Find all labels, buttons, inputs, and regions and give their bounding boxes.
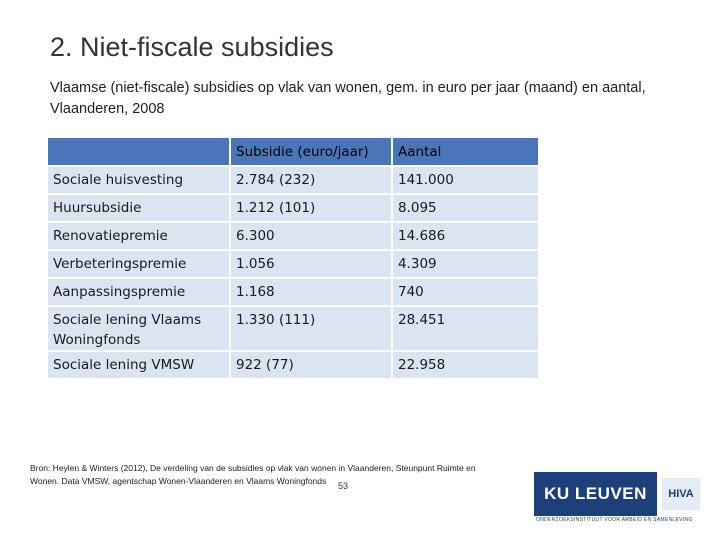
- row-label: Sociale huisvesting: [48, 167, 229, 193]
- row-aantal: 141.000: [393, 167, 538, 193]
- header-subsidie: Subsidie (euro/jaar): [231, 138, 391, 165]
- logo-tagline: ONDERZOEKSINSTITUUT VOOR ARBEID EN SAMENLEVING: [536, 517, 693, 523]
- hiva-logo: HIVA: [662, 478, 700, 510]
- row-label: Verbeteringspremie: [48, 251, 229, 277]
- row-aantal: 28.451: [393, 307, 538, 350]
- row-subsidie: 6.300: [231, 223, 391, 249]
- row-aantal: 14.686: [393, 223, 538, 249]
- table-row: [48, 167, 538, 193]
- source-note: Bron: Heylen & Winters (2012), De verdeling van de subsidies op vlak van wonen in Vlaanderen, Steunpunt Ruimte en Wonen. Data VMSW, agentschap Wonen-Vlaanderen en Vlaams Woningfonds: [30, 463, 476, 486]
- row-subsidie: 2.784 (232): [231, 167, 391, 193]
- table-row: [48, 195, 538, 221]
- ku-leuven-hiva-logo: [534, 472, 702, 524]
- row-aantal: 22.958: [393, 352, 538, 378]
- slide-title: 2. Niet-fiscale subsidies: [50, 32, 334, 62]
- row-label: Aanpassingspremie: [48, 279, 229, 305]
- table-row: [48, 352, 538, 378]
- row-subsidie: 1.168: [231, 279, 391, 305]
- row-aantal: 4.309: [393, 251, 538, 277]
- table-row: [48, 251, 538, 277]
- header-label: [48, 138, 229, 165]
- table-row: [48, 223, 538, 249]
- slide-subtitle: Vlaamse (niet-fiscale) subsidies op vlak van wonen, gem. in euro per jaar (maand) en aantal, Vlaanderen, 2008: [50, 80, 646, 117]
- page-number: 53: [338, 481, 349, 491]
- row-aantal: 8.095: [393, 195, 538, 221]
- header-aantal: Aantal: [393, 138, 538, 165]
- table-row: [48, 307, 538, 350]
- table-header-row: [48, 138, 538, 165]
- row-subsidie: 1.330 (111): [231, 307, 391, 350]
- row-subsidie: 922 (77): [231, 352, 391, 378]
- row-subsidie: 1.212 (101): [231, 195, 391, 221]
- row-label: Huursubsidie: [48, 195, 229, 221]
- row-label: Renovatiepremie: [48, 223, 229, 249]
- row-label: Sociale lening VMSW: [48, 352, 229, 378]
- row-aantal: 740: [393, 279, 538, 305]
- table-row: [48, 279, 538, 305]
- row-label: Sociale lening Vlaams Woningfonds: [48, 307, 229, 350]
- ku-leuven-logo: KU LEUVEN: [534, 472, 657, 516]
- subsidies-table: [46, 136, 540, 380]
- row-subsidie: 1.056: [231, 251, 391, 277]
